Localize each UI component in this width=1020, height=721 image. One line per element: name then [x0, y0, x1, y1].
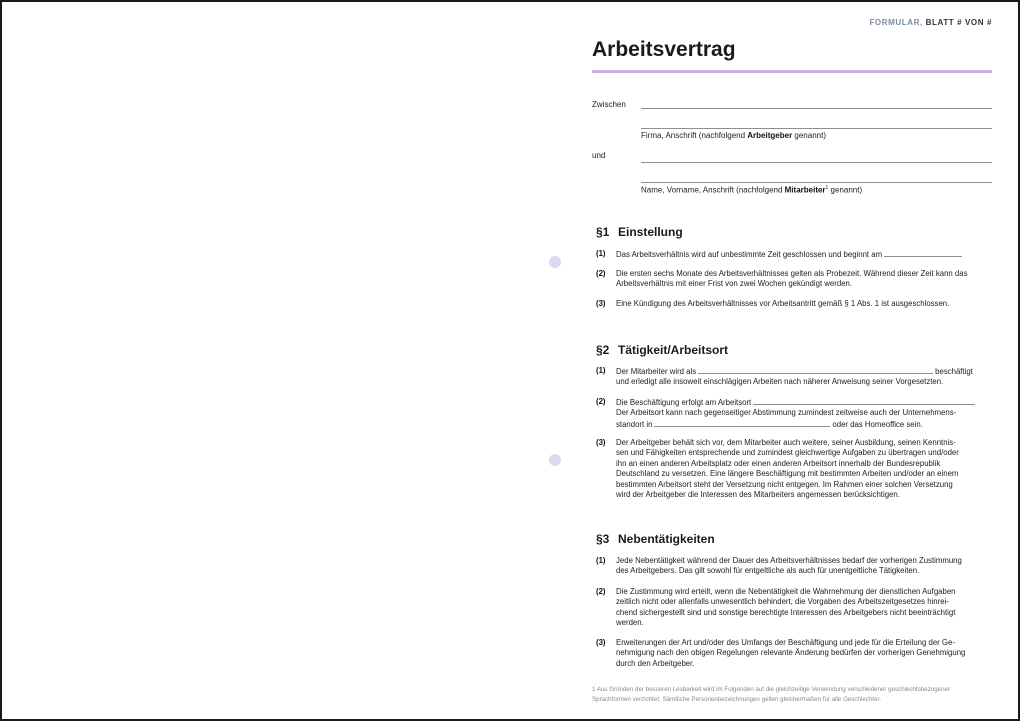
footnote: 1 Aus Gründen der besseren Lesbarkeit wird im Folgenden auf die gleichzeitige Verwendung verschiedener geschlechtsbezogener Sprachformen verzichtet. Sämtliche Personenbezeichnungen gelten gleichermaßen für alle Geschlechter.	[592, 686, 951, 703]
employee-line-1[interactable]	[641, 162, 992, 163]
employer-line-1[interactable]	[641, 108, 992, 109]
formular-label: FORMULAR,	[869, 18, 923, 27]
and-label: und	[592, 151, 606, 160]
employer-caption: Firma, Anschrift (nachfolgend Arbeitgeber genannt)	[641, 131, 826, 140]
title-rule	[592, 70, 992, 73]
workplace-field[interactable]	[753, 397, 975, 405]
section-2-item-3: (3) Der Arbeitgeber behält sich vor, dem Mitarbeiter auch weitere, seiner Ausbildung, seinen Kenntnis- sen und Fähigkeiten entsprechende und zumindest gleichwertige Aufgaben zu übertragen und/oder ihn an einen anderen Arbeitsplatz oder einen anderen Arbeitsort innerhalb der Bundesrepublik Deutschland zu versetzen. Eine längere Beschäftigung mit bestimmten Arbeiten und/oder an einem bestimmten Arbeitsort steht der Versetzung nicht entgegen. Im Rahmen einer solchen Versetzung wird der Arbeitgeber die Interessen des Mitarbeiters angemessen berücksichtigen.	[596, 438, 959, 500]
job-title-field[interactable]	[698, 366, 933, 374]
section-2-item-1: (1) Der Mitarbeiter wird als beschäftigt und erledigt alle insoweit einschlägigen Arbeiten nach näherer Anweisung seiner Vorgesetzten.	[596, 366, 973, 387]
section-3-heading: §3 Nebentätigkeiten	[596, 532, 715, 546]
punch-hole-bottom	[549, 454, 561, 466]
section-2-heading: §2 Tätigkeit/Arbeitsort	[596, 343, 729, 357]
section-3-item-3: (3) Erweiterungen der Art und/oder des Umfangs der Beschäftigung und jede für die Erteilung der Ge- nehmigung nach den obigen Regelungen relevante Änderung bedürfen der vorherigen Genehmigung durch den Arbeitgeber.	[596, 638, 966, 668]
page-title: Arbeitsvertrag	[592, 38, 736, 61]
employee-caption: Name, Vorname, Anschrift (nachfolgend Mitarbeiter$^1$ genannt)	[641, 185, 863, 195]
sheet-header	[869, 18, 992, 27]
section-1-item-2: (2) Die ersten sechs Monate des Arbeitsverhältnisses gelten als Probezeit. Während dieser Zeit kann das Arbeitsverhältnis mit einer Frist von zwei Wochen gekündigt werden.	[596, 269, 968, 289]
section-1-item-3: (3) Eine Kündigung des Arbeitsverhältnisses vor Arbeitsantritt gemäß § 1 Abs. 1 ist ausgeschlossen.	[596, 299, 950, 308]
sheet-counter: BLATT # VON #	[925, 18, 992, 27]
section-2-item-2: (2) Die Beschäftigung erfolgt am Arbeitsort Der Arbeitsort kann nach gegenseitiger Abstimmung zumindest zeitweise auch der Unternehmens- standort in oder das Homeoffice sein.	[596, 397, 992, 430]
section-1-heading: §1 Einstellung	[596, 225, 683, 239]
section-3-item-1: (1) Jede Nebentätigkeit während der Dauer des Arbeitsverhältnisses bedarf der vorherigen Zustimmung des Arbeitgebers. Das gilt sowohl für entgeltliche als auch für unentgeltliche Tätigkeiten.	[596, 556, 962, 576]
employer-line-2[interactable]	[641, 128, 992, 129]
company-location-field[interactable]	[654, 419, 830, 427]
between-label: Zwischen	[592, 100, 626, 109]
section-3-item-2: (2) Die Zustimmung wird erteilt, wenn die Nebentätigkeit die Wahrnehmung der dienstlichen Aufgaben zeitlich nicht oder allenfalls unwesentlich behindert, die Vorgaben des Arbeitszeitgesetzes hinrei- chend sichergestellt sind und sonstige berechtigte Interessen des Arbeitgebers nicht beeinträchtigt werden.	[596, 587, 956, 628]
section-1-item-1: (1) Das Arbeitsverhältnis wird auf unbestimmte Zeit geschlossen und beginnt am	[596, 249, 992, 260]
start-date-field[interactable]	[884, 249, 962, 257]
employee-line-2[interactable]	[641, 182, 992, 183]
punch-hole-top	[549, 256, 561, 268]
